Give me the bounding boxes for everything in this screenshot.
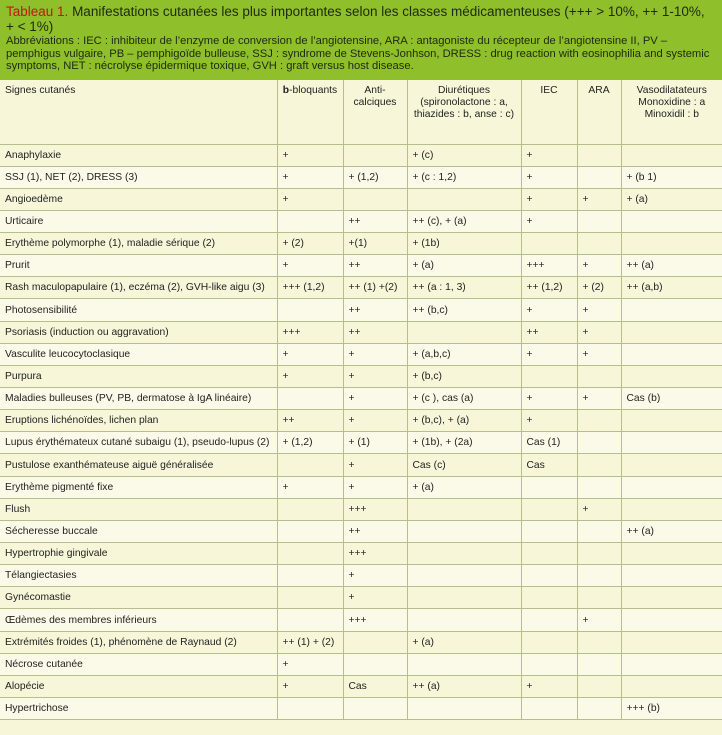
- table-cell: +: [577, 609, 621, 631]
- col-header-vasodilatateurs: Vasodilatateurs Monoxidine : a Minoxidil : b: [621, 80, 722, 144]
- table-cell: [577, 698, 621, 720]
- table-cell: +: [577, 255, 621, 277]
- table-cell: [521, 565, 577, 587]
- row-label-cell: Vasculite leucocytoclasique: [0, 343, 277, 365]
- table-cell: [277, 454, 343, 476]
- table-cell: + (b,c), + (a): [407, 410, 521, 432]
- table-cell: [521, 476, 577, 498]
- table-cell: [577, 454, 621, 476]
- table-cell: + (b,c): [407, 365, 521, 387]
- table-cell: ++ (a): [621, 520, 722, 542]
- table-cell: [277, 565, 343, 587]
- table-cell: +: [343, 454, 407, 476]
- table-cell: [621, 476, 722, 498]
- table-cell: + (c): [407, 144, 521, 166]
- table-cell: [621, 299, 722, 321]
- table-cell: +: [277, 255, 343, 277]
- table-cell: +: [521, 144, 577, 166]
- table-cell: +: [577, 343, 621, 365]
- table-row: [0, 365, 722, 387]
- table-cell: [621, 565, 722, 587]
- row-label-cell: Erythème pigmenté fixe: [0, 476, 277, 498]
- table-cell: [407, 520, 521, 542]
- table-row: [0, 188, 722, 210]
- table-cell: +: [521, 166, 577, 188]
- table-cell: [577, 631, 621, 653]
- table-cell: +: [343, 343, 407, 365]
- table-cell: +: [277, 144, 343, 166]
- table-cell: [577, 233, 621, 255]
- table-cell: [577, 432, 621, 454]
- row-label-cell: Urticaire: [0, 210, 277, 232]
- table-cell: [277, 609, 343, 631]
- table-cell: ++: [277, 410, 343, 432]
- row-label-cell: Extrémités froides (1), phénomène de Raynaud (2): [0, 631, 277, 653]
- table-cell: [621, 587, 722, 609]
- table-cell: Cas (b): [621, 388, 722, 410]
- table-cell: [621, 631, 722, 653]
- table-cell: ++ (b,c): [407, 299, 521, 321]
- table-row: [0, 277, 722, 299]
- table-cell: +++ (b): [621, 698, 722, 720]
- table-title-text: Manifestations cutanées les plus importantes selon les classes médicamenteuses (+++ > 10%, ++ 1-10%, + < 1%): [6, 4, 705, 34]
- table-cell: + (1,2): [277, 432, 343, 454]
- table-cell: [407, 543, 521, 565]
- table-cell: ++ (a : 1, 3): [407, 277, 521, 299]
- col-header-signes: Signes cutanés: [0, 80, 277, 144]
- table-cell: ++ (1) +(2): [343, 277, 407, 299]
- table-cell: + (b 1): [621, 166, 722, 188]
- table-cell: +++: [521, 255, 577, 277]
- row-label-cell: Prurit: [0, 255, 277, 277]
- table-cell: [621, 144, 722, 166]
- table-cell: +: [577, 321, 621, 343]
- table-cell: + (c ), cas (a): [407, 388, 521, 410]
- table-cell: + (2): [577, 277, 621, 299]
- table-cell: ++: [343, 299, 407, 321]
- table-row: [0, 454, 722, 476]
- row-label-cell: Alopécie: [0, 675, 277, 697]
- table-cell: + (1b), + (2a): [407, 432, 521, 454]
- table-cell: +: [521, 188, 577, 210]
- table-cell: +++: [343, 498, 407, 520]
- table-cell: Cas (c): [407, 454, 521, 476]
- table-row: [0, 520, 722, 542]
- table-cell: [277, 698, 343, 720]
- row-label-cell: Rash maculopapulaire (1), eczéma (2), GVH-like aigu (3): [0, 277, 277, 299]
- table-cell: [343, 188, 407, 210]
- table-title: [6, 4, 716, 34]
- row-label-cell: Lupus érythémateux cutané subaigu (1), pseudo-lupus (2): [0, 432, 277, 454]
- row-label-cell: Psoriasis (induction ou aggravation): [0, 321, 277, 343]
- table-cell: + (a,b,c): [407, 343, 521, 365]
- table-cell: Cas (1): [521, 432, 577, 454]
- table-cell: ++ (a): [407, 675, 521, 697]
- table-row: [0, 653, 722, 675]
- table-row: [0, 565, 722, 587]
- table-row: [0, 210, 722, 232]
- table-cell: ++ (1,2): [521, 277, 577, 299]
- table-cell: [621, 365, 722, 387]
- table-cell: [521, 587, 577, 609]
- table-cell: +: [343, 388, 407, 410]
- table-cell: ++: [343, 210, 407, 232]
- table-cell: [577, 476, 621, 498]
- b-bold: b: [282, 85, 290, 96]
- table-cell: [621, 210, 722, 232]
- table-cell: ++ (1) + (2): [277, 631, 343, 653]
- table-cell: [521, 698, 577, 720]
- col-header-iec: IEC: [521, 80, 577, 144]
- table-cell: [277, 299, 343, 321]
- table-cell: +: [577, 388, 621, 410]
- table-cell: [621, 432, 722, 454]
- table-row: [0, 698, 722, 720]
- table-cell: +: [521, 388, 577, 410]
- table-cell: [407, 321, 521, 343]
- table-cell: [621, 410, 722, 432]
- row-label-cell: Maladies bulleuses (PV, PB, dermatose à IgA linéaire): [0, 388, 277, 410]
- table-cell: [343, 653, 407, 675]
- table-cell: + (1,2): [343, 166, 407, 188]
- row-label-cell: Flush: [0, 498, 277, 520]
- table-cell: + (2): [277, 233, 343, 255]
- table-caption: [0, 0, 722, 80]
- table-cell: [577, 520, 621, 542]
- table-cell: [521, 520, 577, 542]
- table-cell: [621, 543, 722, 565]
- row-label-cell: Sécheresse buccale: [0, 520, 277, 542]
- table-cell: +: [277, 166, 343, 188]
- table-cell: [407, 698, 521, 720]
- table-cell: ++: [521, 321, 577, 343]
- table-row: [0, 543, 722, 565]
- row-label-cell: Œdèmes des membres inférieurs: [0, 609, 277, 631]
- table-row: [0, 476, 722, 498]
- table-row: [0, 299, 722, 321]
- table-cell: + (a): [407, 631, 521, 653]
- table-cell: +: [343, 410, 407, 432]
- table-cell: + (c : 1,2): [407, 166, 521, 188]
- table-cell: +: [521, 675, 577, 697]
- table-cell: [407, 653, 521, 675]
- table-cell: [577, 365, 621, 387]
- table-cell: +: [343, 476, 407, 498]
- table-cell: [621, 498, 722, 520]
- row-label-cell: Hypertrophie gingivale: [0, 543, 277, 565]
- table-cell: [621, 675, 722, 697]
- table-cell: +: [343, 365, 407, 387]
- table-cell: [407, 565, 521, 587]
- col-header-ara: ARA: [577, 80, 621, 144]
- abbreviations-note: Abbréviations : IEC : inhibiteur de l’enzyme de conversion de l’angiotensine, ARA : antagoniste du récepteur de l’angiotensine II, PV – pemphigus vulgaire, PB – pemphigoïde bulleuse, SSJ : syndrome de Stevens-Jonhson, DRESS : drug reaction with eosinophilia and systemic symptoms, NET : nécrolyse épidermique toxique, GVH : graft versus host disease.: [6, 35, 710, 72]
- table-cell: +: [277, 476, 343, 498]
- row-label-cell: Pustulose exanthémateuse aiguë généralisée: [0, 454, 277, 476]
- table-cell: ++: [343, 255, 407, 277]
- table-cell: + (a): [621, 188, 722, 210]
- table-cell: +(1): [343, 233, 407, 255]
- table-cell: ++ (a): [621, 255, 722, 277]
- table-cell: +: [277, 365, 343, 387]
- col-header-anticalciques: Anti-calciques: [343, 80, 407, 144]
- table-cell: +++: [277, 321, 343, 343]
- table-cell: [521, 543, 577, 565]
- table-cell: [343, 631, 407, 653]
- row-label-cell: Purpura: [0, 365, 277, 387]
- table-cell: +++: [343, 609, 407, 631]
- table-row: [0, 144, 722, 166]
- row-label-cell: Anaphylaxie: [0, 144, 277, 166]
- table-cell: +: [277, 188, 343, 210]
- table-cell: [577, 587, 621, 609]
- col-header-bbloquants: [277, 80, 343, 144]
- table-cell: +: [521, 343, 577, 365]
- table-body: [0, 144, 722, 720]
- table-cell: [521, 498, 577, 520]
- table-cell: +: [521, 210, 577, 232]
- table-row: [0, 233, 722, 255]
- table-cell: [407, 188, 521, 210]
- table-cell: [521, 631, 577, 653]
- table-cell: [521, 609, 577, 631]
- table-header-row: [0, 80, 722, 144]
- row-label-cell: Photosensibilité: [0, 299, 277, 321]
- table-cell: [277, 498, 343, 520]
- table-number: Tableau 1.: [6, 4, 69, 19]
- table-cell: [577, 166, 621, 188]
- table-cell: +++ (1,2): [277, 277, 343, 299]
- row-label-cell: Gynécomastie: [0, 587, 277, 609]
- row-label-cell: Erythème polymorphe (1), maladie sérique (2): [0, 233, 277, 255]
- table-row: [0, 432, 722, 454]
- table-cell: [577, 675, 621, 697]
- table-cell: [621, 454, 722, 476]
- table-cell: [277, 210, 343, 232]
- table-row: [0, 675, 722, 697]
- row-label-cell: Télangiectasies: [0, 565, 277, 587]
- table-cell: [343, 698, 407, 720]
- table-cell: +: [277, 653, 343, 675]
- table-row: [0, 410, 722, 432]
- table-row: [0, 498, 722, 520]
- table-cell: [621, 653, 722, 675]
- table-cell: [621, 343, 722, 365]
- table-cell: +: [277, 675, 343, 697]
- table-cell: [407, 609, 521, 631]
- row-label-cell: Nécrose cutanée: [0, 653, 277, 675]
- table-cell: + (a): [407, 476, 521, 498]
- table-row: [0, 609, 722, 631]
- table-row: [0, 255, 722, 277]
- bbloquants-rest: -bloquants: [289, 85, 338, 96]
- table-row: [0, 631, 722, 653]
- table-row: [0, 388, 722, 410]
- table-cell: [577, 410, 621, 432]
- table-cell: +: [521, 299, 577, 321]
- table-cell: [621, 609, 722, 631]
- table-cell: Cas: [343, 675, 407, 697]
- table-cell: [621, 321, 722, 343]
- col-header-diuretiques: Diurétiques (spironolactone : a, thiazides : b, anse : c): [407, 80, 521, 144]
- table-cell: [343, 144, 407, 166]
- table-cell: +: [577, 498, 621, 520]
- table-cell: [277, 520, 343, 542]
- table-cell: [407, 587, 521, 609]
- table-cell: + (a): [407, 255, 521, 277]
- table-cell: ++: [343, 321, 407, 343]
- table-cell: [521, 233, 577, 255]
- table-row: [0, 166, 722, 188]
- table-cell: [577, 210, 621, 232]
- table-row: [0, 587, 722, 609]
- table-cell: ++ (c), + (a): [407, 210, 521, 232]
- table-cell: +: [343, 587, 407, 609]
- table-cell: [277, 543, 343, 565]
- row-label-cell: Hypertrichose: [0, 698, 277, 720]
- table-cell: [521, 653, 577, 675]
- table-cell: ++: [343, 520, 407, 542]
- table-cell: + (1): [343, 432, 407, 454]
- table-cell: +: [577, 188, 621, 210]
- table-cell: [577, 144, 621, 166]
- table-cell: [521, 365, 577, 387]
- table-cell: [407, 498, 521, 520]
- table-cell: [577, 653, 621, 675]
- table-cell: Cas: [521, 454, 577, 476]
- table-cell: +: [277, 343, 343, 365]
- row-label-cell: Eruptions lichénoïdes, lichen plan: [0, 410, 277, 432]
- row-label-cell: SSJ (1), NET (2), DRESS (3): [0, 166, 277, 188]
- table-cell: + (1b): [407, 233, 521, 255]
- table-cell: +: [577, 299, 621, 321]
- table-cell: +: [343, 565, 407, 587]
- table-row: [0, 343, 722, 365]
- table-cell: ++ (a,b): [621, 277, 722, 299]
- table-cell: [277, 388, 343, 410]
- data-table: [0, 80, 722, 720]
- table-row: [0, 321, 722, 343]
- row-label-cell: Angioedème: [0, 188, 277, 210]
- table-cell: +++: [343, 543, 407, 565]
- table-cell: [577, 543, 621, 565]
- table-cell: +: [521, 410, 577, 432]
- table-cell: [577, 565, 621, 587]
- table-cell: [277, 587, 343, 609]
- table-cell: [621, 233, 722, 255]
